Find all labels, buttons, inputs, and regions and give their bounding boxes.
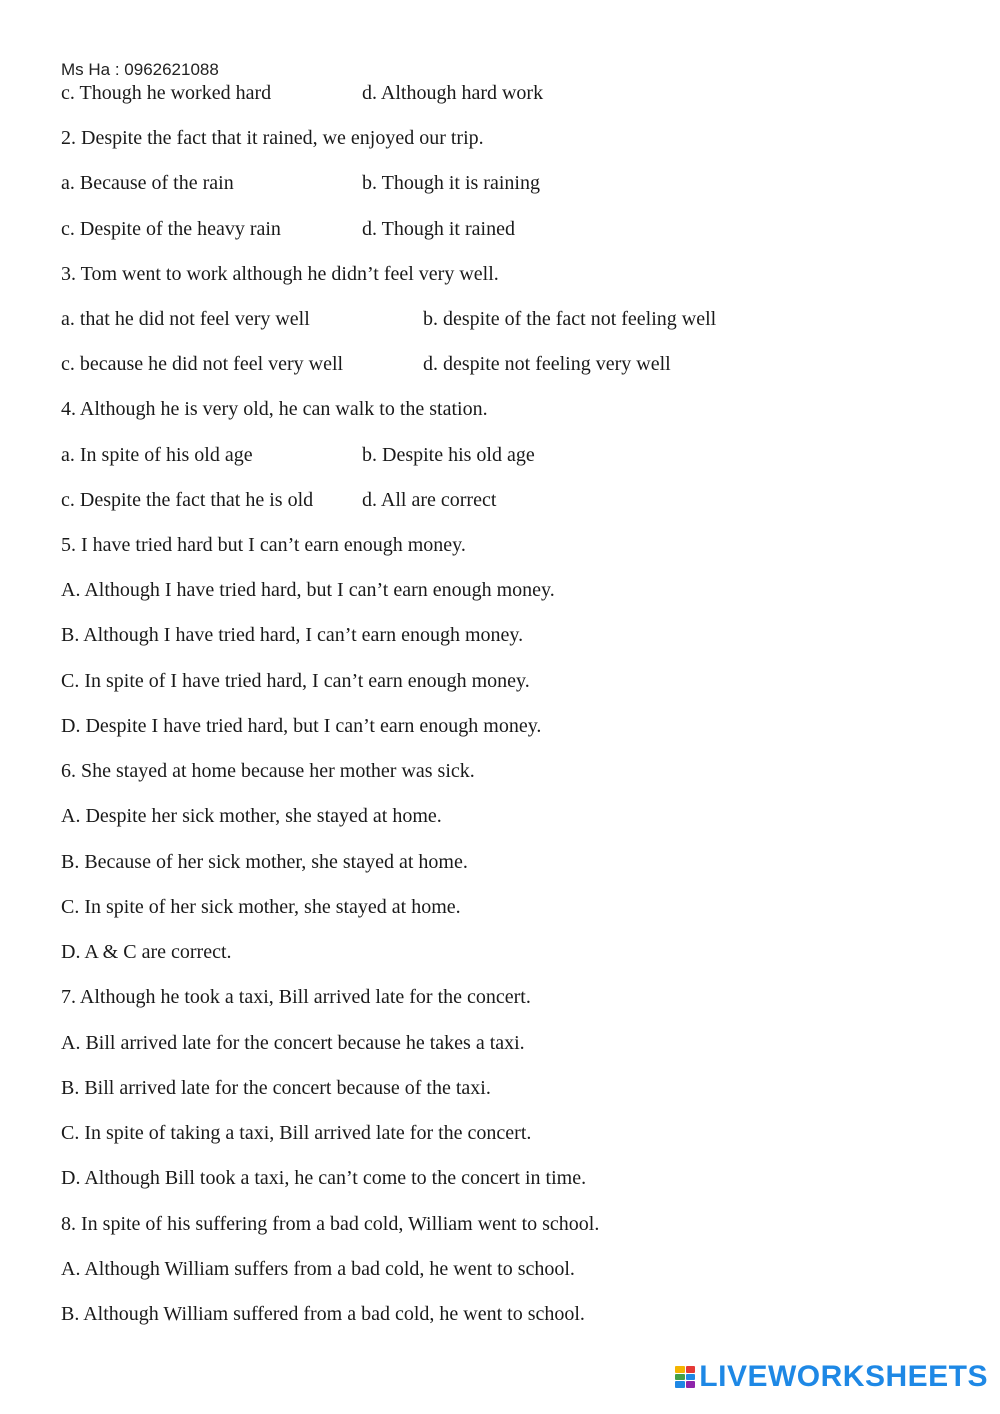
option-A: A. Bill arrived late for the concert because he takes a taxi. bbox=[61, 1032, 525, 1054]
option-a: a. In spite of his old age bbox=[61, 444, 253, 466]
option-d: d. despite not feeling very well bbox=[423, 353, 671, 375]
option-b: b. despite of the fact not feeling well bbox=[423, 308, 717, 330]
option-row bbox=[61, 489, 496, 512]
logo-text: LIVEWORKSHEETS bbox=[699, 1360, 988, 1393]
option-b: b. Despite his old age bbox=[362, 444, 535, 466]
option-B: B. Although I have tried hard, I can’t earn enough money. bbox=[61, 624, 524, 646]
option-A: A. Despite her sick mother, she stayed at home. bbox=[61, 805, 442, 827]
option-B: B. Bill arrived late for the concert because of the taxi. bbox=[61, 1077, 491, 1099]
option-d: d. Although hard work bbox=[362, 82, 544, 104]
question-3: 3. Tom went to work although he didn’t feel very well. bbox=[61, 263, 499, 285]
option-D: D. Despite I have tried hard, but I can’t earn enough money. bbox=[61, 715, 542, 737]
option-a: a. Because of the rain bbox=[61, 172, 234, 194]
option-b: b. Though it is raining bbox=[362, 172, 540, 194]
liveworksheets-logo[interactable] bbox=[675, 1360, 988, 1394]
option-row bbox=[61, 308, 716, 331]
question-5: 5. I have tried hard but I can’t earn enough money. bbox=[61, 534, 466, 556]
option-d: d. Though it rained bbox=[362, 218, 515, 240]
option-row bbox=[61, 444, 535, 467]
question-6: 6. She stayed at home because her mother was sick. bbox=[61, 760, 475, 782]
option-row bbox=[61, 172, 540, 195]
option-row bbox=[61, 353, 671, 376]
option-c: c. Despite the fact that he is old bbox=[61, 489, 314, 511]
option-D: D. A & C are correct. bbox=[61, 941, 232, 963]
question-4: 4. Although he is very old, he can walk to the station. bbox=[61, 398, 488, 420]
question-2: 2. Despite the fact that it rained, we enjoyed our trip. bbox=[61, 127, 484, 149]
option-C: C. In spite of taking a taxi, Bill arrived late for the concert. bbox=[61, 1122, 532, 1144]
option-B: B. Because of her sick mother, she stayed at home. bbox=[61, 851, 468, 873]
option-D: D. Although Bill took a taxi, he can’t come to the concert in time. bbox=[61, 1167, 587, 1189]
option-C: C. In spite of I have tried hard, I can’t earn enough money. bbox=[61, 670, 530, 692]
option-row bbox=[61, 82, 543, 105]
option-A: A. Although I have tried hard, but I can’t earn enough money. bbox=[61, 579, 555, 601]
option-d: d. All are correct bbox=[362, 489, 497, 511]
option-c: c. Despite of the heavy rain bbox=[61, 218, 281, 240]
option-row bbox=[61, 218, 515, 241]
option-B: B. Although William suffered from a bad cold, he went to school. bbox=[61, 1303, 585, 1325]
question-7: 7. Although he took a taxi, Bill arrived late for the concert. bbox=[61, 986, 531, 1008]
liveworksheets-logo-icon bbox=[675, 1366, 695, 1388]
option-a: a. that he did not feel very well bbox=[61, 308, 310, 330]
option-A: A. Although William suffers from a bad cold, he went to school. bbox=[61, 1258, 575, 1280]
option-c: c. because he did not feel very well bbox=[61, 353, 344, 375]
question-8: 8. In spite of his suffering from a bad cold, William went to school. bbox=[61, 1213, 600, 1235]
option-C: C. In spite of her sick mother, she stayed at home. bbox=[61, 896, 461, 918]
option-c: c. Though he worked hard bbox=[61, 82, 272, 104]
contact-header: Ms Ha : 0962621088 bbox=[61, 60, 219, 79]
